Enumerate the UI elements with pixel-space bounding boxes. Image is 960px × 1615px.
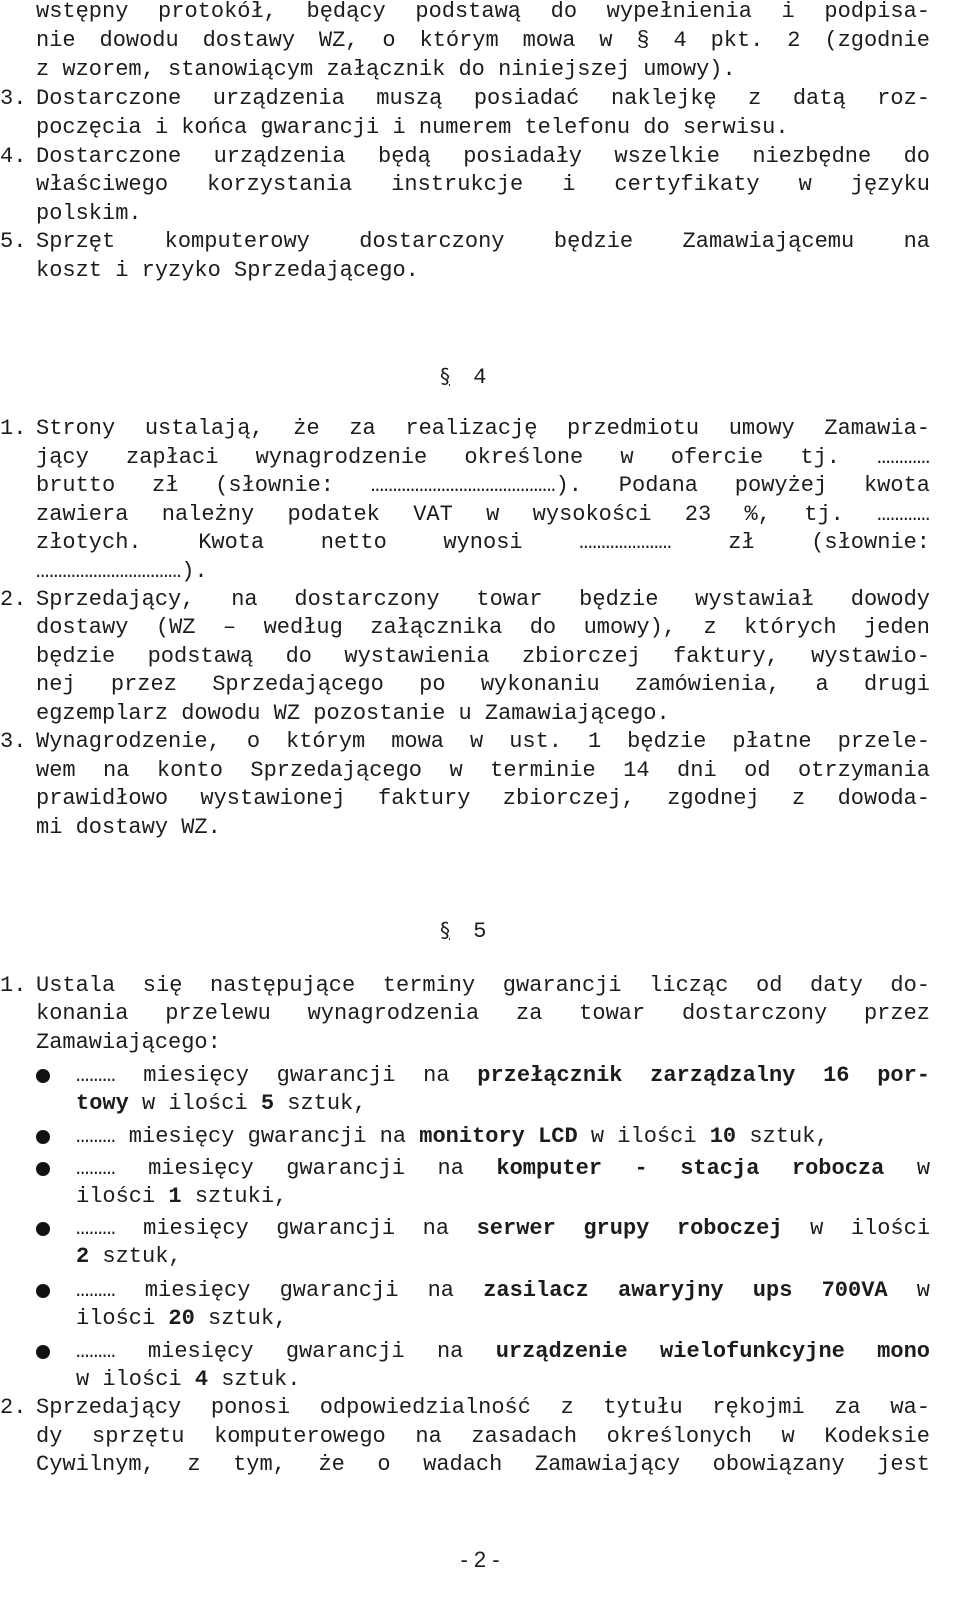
item-name: komputer - stacja robocza bbox=[496, 1156, 885, 1181]
quantity-label: ilości bbox=[76, 1184, 156, 1209]
quantity-label: ilości bbox=[76, 1306, 156, 1331]
quantity: 1 bbox=[168, 1184, 182, 1209]
paragraph-line: dy sprzętu komputerowego na zasadach określonych w Kodeksie bbox=[36, 1424, 930, 1449]
paragraph-line: Sprzęt komputerowy dostarczony będzie Zamawiającemu na bbox=[36, 229, 930, 254]
paragraph-line: polskim. bbox=[36, 201, 142, 226]
unit: sztuk, bbox=[208, 1306, 288, 1331]
paragraph-line: Dostarczone urządzenia muszą posiadać naklejkę z datą roz- bbox=[36, 86, 930, 111]
item-number: 3. bbox=[0, 729, 27, 754]
quantity: 10 bbox=[709, 1124, 737, 1149]
paragraph-line: dostawy (WZ – według załącznika do umowy), z których jeden bbox=[36, 615, 930, 640]
quantity: 4 bbox=[194, 1367, 209, 1392]
list-item-cont bbox=[76, 1182, 930, 1212]
quantity-label: w ilości bbox=[590, 1124, 697, 1149]
item-number: 1. bbox=[0, 973, 27, 998]
section-number: 5 bbox=[473, 919, 487, 944]
list-item-cont bbox=[76, 1365, 930, 1395]
paragraph-line: Dostarczone urządzenia będą posiadały wszelkie niezbędne do bbox=[36, 144, 930, 169]
unit: sztuk, bbox=[102, 1244, 182, 1269]
quantity-label: w ilości bbox=[810, 1216, 931, 1241]
item-name: monitory LCD bbox=[419, 1124, 578, 1149]
item-name: towy bbox=[76, 1091, 129, 1116]
paragraph-line: nej przez Sprzedającego po wykonaniu zamówienia, a drugi bbox=[36, 672, 930, 697]
item-number: 5. bbox=[0, 229, 27, 254]
bullet-icon bbox=[36, 1222, 50, 1236]
paragraph-line: koszt i ryzyko Sprzedającego. bbox=[36, 258, 419, 283]
list-item bbox=[76, 1154, 930, 1184]
paragraph-line: konania przelewu wynagrodzenia za towar dostarczony przez bbox=[36, 1001, 930, 1026]
list-item bbox=[76, 1061, 930, 1091]
section-heading-4 bbox=[440, 361, 486, 391]
warranty-prefix: ……… miesięcy gwarancji na bbox=[76, 1124, 407, 1149]
bullet-icon bbox=[36, 1069, 50, 1083]
list-item-cont bbox=[76, 1242, 930, 1272]
unit: sztuk, bbox=[287, 1091, 367, 1116]
item-name: serwer grupy roboczej bbox=[476, 1216, 783, 1241]
page-number: - 2 - bbox=[460, 1547, 500, 1572]
quantity: 2 bbox=[76, 1244, 90, 1269]
bullet-icon bbox=[36, 1284, 50, 1298]
item-number: 1. bbox=[0, 416, 27, 441]
section-sign: § bbox=[440, 918, 450, 942]
paragraph-line: poczęcia i końca gwarancji i numerem telefonu do serwisu. bbox=[36, 115, 789, 140]
paragraph-line: prawidłowo wystawionej faktury zbiorczej, zgodnej z dowoda- bbox=[36, 786, 930, 811]
paragraph-line: zawiera należny podatek VAT w wysokości 23 %, tj. ………… bbox=[36, 502, 930, 527]
quantity-label: w ilości bbox=[142, 1091, 248, 1116]
paragraph-line: złotych. Kwota netto wynosi ………………… zł (słownie: bbox=[36, 530, 930, 555]
warranty-prefix: ……… miesięcy gwarancji na bbox=[76, 1063, 450, 1088]
list-item bbox=[76, 1276, 930, 1306]
paragraph-line: z wzorem, stanowiącym załącznik do niniejszej umowy). bbox=[36, 57, 736, 82]
unit: sztuk, bbox=[749, 1124, 829, 1149]
quantity: 5 bbox=[260, 1091, 275, 1116]
paragraph-line: brutto zł (słownie: ……………………………………). Podana powyżej kwota bbox=[36, 473, 930, 498]
paragraph-line: Zamawiającego: bbox=[36, 1030, 221, 1055]
word: w bbox=[916, 1156, 931, 1181]
item-number: 2. bbox=[0, 1395, 27, 1420]
bullet-icon bbox=[36, 1345, 50, 1359]
warranty-prefix: ……… miesięcy gwarancji na bbox=[76, 1278, 455, 1303]
section-number: 4 bbox=[473, 365, 487, 390]
paragraph-line: nie dowodu dostawy WZ, o którym mowa w § 4 pkt. 2 (zgodnie bbox=[36, 28, 930, 53]
paragraph-line: Strony ustalają, że za realizację przedmiotu umowy Zamawia- bbox=[36, 416, 930, 441]
item-name: zasilacz awaryjny ups 700VA bbox=[483, 1278, 888, 1303]
paragraph-line: egzemplarz dowodu WZ pozostanie u Zamawiającego. bbox=[36, 701, 670, 726]
item-number: 2. bbox=[0, 587, 27, 612]
paragraph-line: Ustala się następujące terminy gwarancji licząc od daty do- bbox=[36, 973, 930, 998]
item-number: 3. bbox=[0, 86, 27, 111]
list-item bbox=[76, 1337, 930, 1367]
paragraph-line: mi dostawy WZ. bbox=[36, 815, 221, 840]
paragraph-line: właściwego korzystania instrukcje i certyfikaty w języku bbox=[36, 172, 930, 197]
warranty-prefix: ……… miesięcy gwarancji na bbox=[76, 1339, 464, 1364]
paragraph-line: Wynagrodzenie, o którym mowa w ust. 1 będzie płatne przele- bbox=[36, 729, 930, 754]
bullet-icon bbox=[36, 1130, 50, 1144]
paragraph-line: wem na konto Sprzedającego w terminie 14 dni od otrzymania bbox=[36, 758, 930, 783]
paragraph-line: będzie podstawą do wystawienia zbiorczej faktury, wystawio- bbox=[36, 644, 930, 669]
unit: sztuki, bbox=[194, 1184, 288, 1209]
quantity: 20 bbox=[168, 1306, 195, 1331]
paragraph-line: ……………………………). bbox=[36, 559, 208, 584]
word: w bbox=[916, 1278, 930, 1303]
warranty-prefix: ……… miesięcy gwarancji na bbox=[76, 1216, 450, 1241]
unit: sztuk. bbox=[221, 1367, 301, 1392]
item-name: urządzenie wielofunkcyjne mono bbox=[495, 1339, 930, 1364]
paragraph-line: Sprzedający, na dostarczony towar będzie wystawiał dowody bbox=[36, 587, 930, 612]
paragraph-line: Sprzedający ponosi odpowiedzialność z tytułu rękojmi za wa- bbox=[36, 1395, 930, 1420]
item-number: 4. bbox=[0, 144, 27, 169]
list-item-cont bbox=[76, 1304, 930, 1334]
quantity-label: w ilości bbox=[76, 1367, 182, 1392]
paragraph-line: wstępny protokół, będący podstawą do wypełnienia i podpisa- bbox=[36, 0, 930, 24]
section-sign: § bbox=[440, 364, 450, 388]
list-item bbox=[76, 1214, 930, 1244]
paragraph-line: jący zapłaci wynagrodzenie określone w ofercie tj. ………… bbox=[36, 445, 930, 470]
section-heading-5 bbox=[440, 915, 486, 945]
item-name: przełącznik zarządzalny 16 por- bbox=[477, 1063, 930, 1088]
bullet-icon bbox=[36, 1162, 50, 1176]
list-item-cont bbox=[76, 1089, 930, 1119]
paragraph-line: Cywilnym, z tym, że o wadach Zamawiający obowiązany jest bbox=[36, 1452, 930, 1477]
warranty-prefix: ……… miesięcy gwarancji na bbox=[76, 1156, 464, 1181]
list-item bbox=[76, 1122, 930, 1152]
